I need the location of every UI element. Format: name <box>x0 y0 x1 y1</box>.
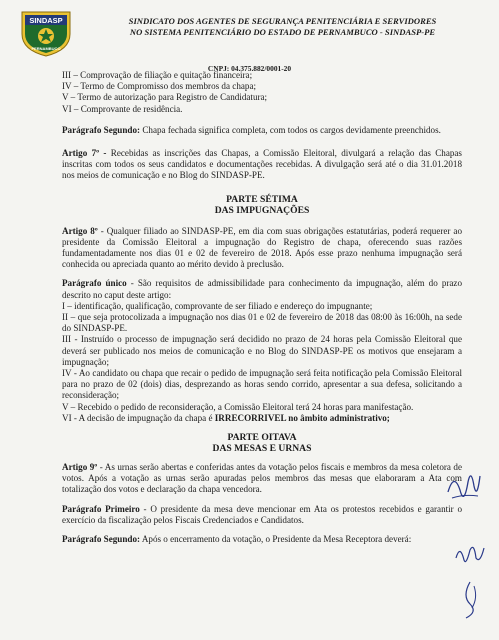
section-title: PARTE SÉTIMA <box>226 193 298 205</box>
list-item: V – Termo de autorização para Registro de Candidatura; <box>62 92 268 103</box>
requisito-item: I – identificação, qualificação, comprovante de ser filiado e endereço do impugnante; <box>62 300 373 311</box>
artigo-9: Artigo 9º - As urnas serão abertas e conferidas antes da votação pelos fiscais e membros da mesa coletora de votos. Após a votação as urnas serão apuradas pelos membros das mesas que elaboraram a Ata com totalização dos votos e declaração da chapa vencedora. <box>62 462 462 495</box>
list-item: IV – Termo de Compromisso dos membros da chapa; <box>62 81 257 92</box>
requisito-item: V – Recebido o pedido de reconsideração, a Comissão Eleitoral terá 24 horas para manifestação. <box>62 401 414 412</box>
union-header <box>80 16 485 37</box>
requisito-item: IV - Ao candidato ou chapa que recair o pedido de impugnação será feita notificação pela Comissão Eleitoral para no prazo de 02 (dois) dias, desprezando as horas sendo corrido, apresentar a sua defesa, solicitando a reconsideração; <box>62 368 462 401</box>
logo-subtext: PERNAMBUCO <box>31 46 61 51</box>
section-title: PARTE OITAVA <box>227 432 297 444</box>
list-item: VI – Comprovante de residência. <box>62 103 183 114</box>
shield-logo-icon <box>18 6 74 58</box>
paragrafo-segundo-mesa: Parágrafo Segundo: Após o encerramento da votação, o Presidente da Mesa Receptora deverá: <box>62 534 412 545</box>
signature-initials-1 <box>444 462 484 512</box>
signature-initials-2 <box>452 540 488 570</box>
cnpj: CNPJ: 04.375.882/0001-20 <box>207 64 292 73</box>
signature-initials-3 <box>456 578 486 622</box>
sindasp-logo <box>18 6 74 58</box>
requisito-item: II – que seja protocolizada a impugnação nos dias 01 e 02 de fevereiro de 2018 das 08:00 às 16:00h, na sede do SINDASP-PE. <box>62 312 462 334</box>
requisito-item: III - Instruído o processo de impugnação será decidido no prazo de 24 horas pela Comissão Eleitoral que deverá ser publicado nos meios de comunicação e no Blog do SINDASP-PE os motivos que ensejaram a impugnação; <box>62 334 462 367</box>
paragraph-segundo: Parágrafo Segundo: Chapa fechada significa completa, com todos os cargos devidamente preenchidos. <box>62 124 441 135</box>
header-line-2: NO SISTEMA PENITENCIÁRIO DO ESTADO DE PERNAMBUCO - SINDASP-PE <box>129 26 436 37</box>
list-item: III – Comprovação de filiação e quitação financeira; <box>62 70 253 80</box>
requisito-item-vi: VI - A decisão de impugnação da chapa é IRRECORRIVEL no âmbito administrativo; <box>62 412 390 423</box>
paragrafo-unico: Parágrafo único - São requisitos de admissibilidade para conhecimento da impugnação, além do prazo descrito no caput deste artigo: <box>62 278 463 300</box>
document-body <box>62 70 462 545</box>
artigo-7: Artigo 7º - Recebidas as inscrições das Chapas, a Comissão Eleitoral, divulgará a relação das Chapas inscritas com todos os seus candidatos e documentações recebidas. A divulgação será até o dia 31.01.2018 nos meios de comunicação e no Blog do SINDASP-PE. <box>62 148 462 181</box>
section-subtitle: DAS MESAS E URNAS <box>212 443 312 455</box>
artigo-8: Artigo 8º - Qualquer filiado ao SINDASP-PE, em dia com suas obrigações estatutárias, poderá requerer ao presidente da Comissão Eleitoral a impugnação do Registro de chapa, oferecendo suas razões fundamentadamente nos dias 01 e 02 de fevereiro de 2018. Após esse prazo nenhuma impugnação será conhecida ou apreciada quanto ao mérito devido à preclusão. <box>62 225 463 270</box>
header-line-1: SINDICATO DOS AGENTES DE SEGURANÇA PENITENCIÁRIA E SERVIDORES <box>128 16 437 26</box>
paragrafo-primeiro: Parágrafo Primeiro - O presidente da mesa deve mencionar em Ata os protestos recebidos e garantir o exercício da fiscalização pelos Fiscais Credenciados e Candidatos. <box>62 503 462 525</box>
section-subtitle: DAS IMPUGNAÇÕES <box>214 204 310 216</box>
logo-text: SINDASP <box>29 16 63 25</box>
